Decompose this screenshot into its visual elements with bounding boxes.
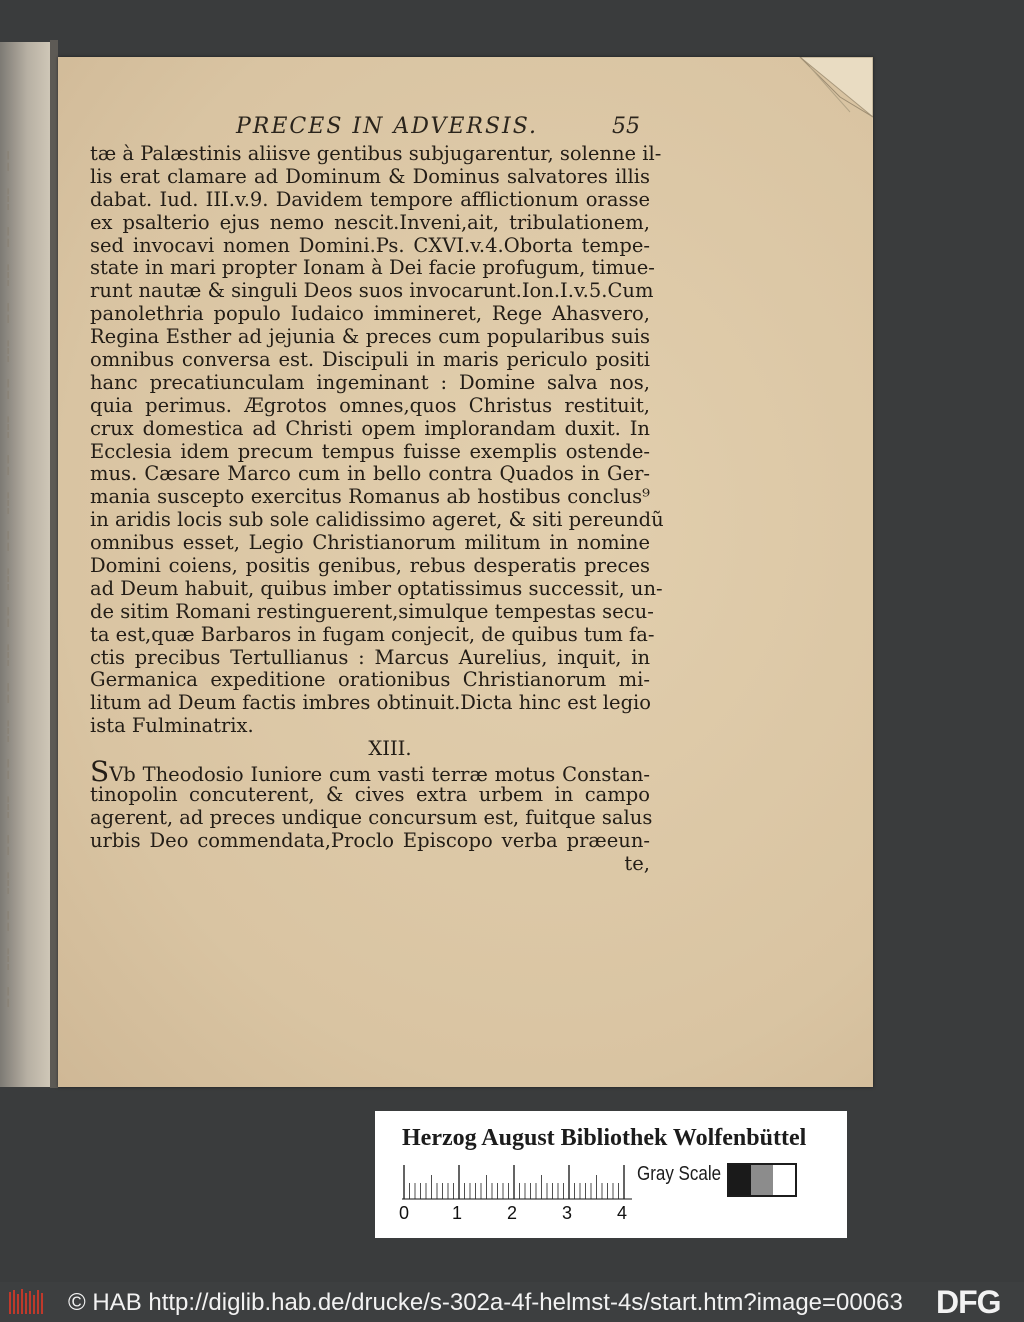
section-line: urbis Deo commendata,Proclo Episcopo verba præeun- <box>90 828 650 852</box>
text-line: mus. Cæsare Marco cum in bello contra Quados in Ger- <box>90 462 650 486</box>
text-line: ista Fulminatrix. <box>90 714 254 738</box>
previous-page-edge <box>0 42 50 1087</box>
source-link[interactable]: © HAB http://diglib.hab.de/drucke/s-302a-4f-helmst-4s/start.htm?image=00063 <box>68 1289 903 1316</box>
running-head: PRECES IN ADVERSIS. <box>236 114 539 139</box>
color-calibration-card <box>375 1111 847 1238</box>
text-line: ctis precibus Tertullianus : Marcus Aurelius, inquit, in <box>90 645 650 669</box>
text-line: ta est,quæ Barbaros in fugam conjecit, de quibus tum fa- <box>90 622 655 646</box>
text-line: in aridis locis sub sole calidissimo ageret, & siti pereundũ <box>90 508 664 532</box>
text-line: lis erat clamare ad Dominum & Dominus salvatores illis <box>90 164 650 188</box>
text-line: state in mari propter Ionam à Dei facie profugum, timue- <box>90 256 655 280</box>
text-line: ex psalterio ejus nemo nescit.Inveni,ait, tribulationem, <box>90 210 650 234</box>
ruler-label: 1 <box>452 1203 463 1223</box>
text-line: quia perimus. Ægrotos omnes,quos Christus restituit, <box>90 393 650 417</box>
footer-bar <box>0 1282 1024 1322</box>
text-line: Regina Esther ad jejunia & preces cum popularibus suis <box>90 325 650 349</box>
gray-scale-swatches <box>727 1163 797 1197</box>
card-title: Herzog August Bibliothek Wolfenbüttel <box>402 1125 807 1151</box>
page-number: 55 <box>612 114 640 139</box>
text-line: omnibus esset, Legio Christianorum militum in nomine <box>90 531 650 555</box>
text-line: runt nautæ & singuli Deos suos invocarunt.Ion.I.v.5.Cum <box>90 279 654 303</box>
gray-scale-label: Gray Scale <box>637 1163 722 1185</box>
ruler-labels <box>399 1203 659 1227</box>
ruler-label: 3 <box>562 1203 573 1223</box>
text-line: Ecclesia idem precum tempus fuisse exemplis ostende- <box>90 439 650 463</box>
gray-swatch <box>773 1165 795 1195</box>
hab-logo-icon <box>8 1288 48 1316</box>
text-line: Domini coiens, positis genibus, rebus desperatis preces <box>90 554 650 578</box>
ruler-label: 4 <box>617 1203 628 1223</box>
folded-corner <box>780 57 873 129</box>
text-line: hanc precatiunculam ingeminant : Domine salva nos, <box>90 370 650 394</box>
text-line: de sitim Romani restinguerent,simulque tempestas secu- <box>90 599 654 623</box>
text-line: sed invocavi nomen Domini.Ps. CXVI.v.4.Oborta tempe- <box>90 233 650 257</box>
gray-swatch <box>729 1165 751 1195</box>
text-line: mania suscepto exercitus Romanus ab hostibus conclus⁹ <box>90 485 650 509</box>
ruler-label: 2 <box>507 1203 518 1223</box>
text-line: omnibus conversa est. Discipuli in maris periculo positi <box>90 348 650 372</box>
section-line: agerent, ad preces undique concursum est, fuitque salus <box>90 805 653 829</box>
previous-page-glyphs: ╎ ┆ ╎ ┆ ╎ ┆ ╎ ┆ ╎ ┆ ╎ ┆ ╎ ┆ ╎ ┆ ╎ ┆ ╎ ┆ ╎ ┆ ╎ <box>2 149 15 1009</box>
section-line: tinopolin concuterent, & cives extra urbem in campo <box>90 782 650 806</box>
section-number: XIII. <box>368 737 412 761</box>
text-line: litum ad Deum factis imbres obtinuit.Dicta hinc est legio <box>90 691 652 715</box>
dfg-logo: DFG <box>936 1284 1001 1320</box>
text-line: panolethria populo Iudaico immineret, Rege Ahasvero, <box>90 302 650 326</box>
text-line: crux domestica ad Christi opem implorandam duxit. In <box>90 416 650 440</box>
text-line: ad Deum habuit, quibus imber optatissimus successit, un- <box>90 576 663 600</box>
ruler-label: 0 <box>399 1203 410 1223</box>
binding-gutter <box>50 40 58 1088</box>
text-line: Germanica expeditione orationibus Christianorum mi- <box>90 668 650 692</box>
text-line: dabat. Iud. III.v.9. Davidem tempore afflictionum orasse <box>90 187 650 211</box>
section-line: SVb Theodosio Iuniore cum vasti terræ motus Constan- <box>90 755 650 789</box>
text-line: tæ à Palæstinis aliisve gentibus subjugarentur, solenne il- <box>90 142 662 165</box>
gray-swatch <box>751 1165 773 1195</box>
ruler-scale <box>402 1161 632 1207</box>
catchword: te, <box>624 851 650 875</box>
body-text <box>90 142 664 876</box>
